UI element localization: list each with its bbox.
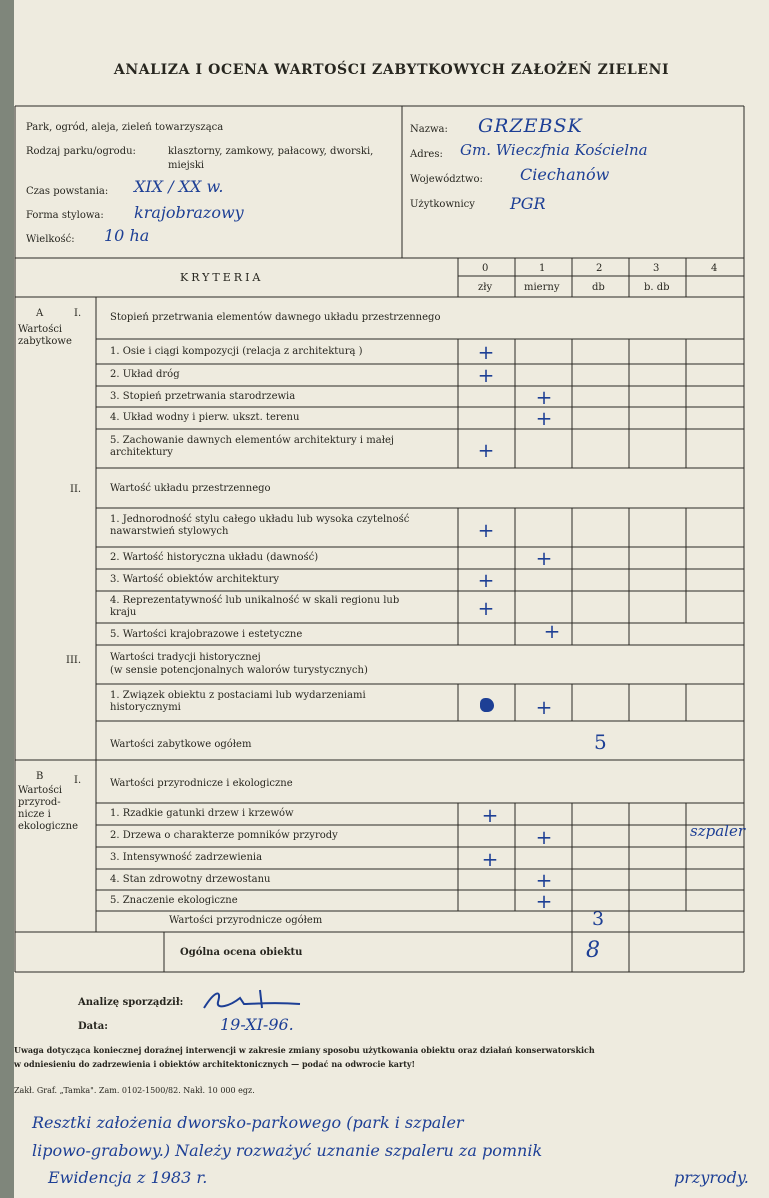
g2-row5-mark: + <box>543 619 561 643</box>
b-row3-mark: + <box>481 847 499 871</box>
section-b-name-4: ekologiczne <box>18 821 79 832</box>
section-b-name-1: Wartości <box>18 785 63 796</box>
total-nature-label: Wartości przyrodnicze ogółem <box>169 915 323 926</box>
g3-row1-label: 1. Związek obiektu z postaciami lub wydarzeniami historycznymi <box>110 690 366 713</box>
g3-row1-blot <box>480 698 494 712</box>
g1-row2-label: 2. Układ dróg <box>110 369 180 380</box>
b-row2-mark: + <box>535 825 553 849</box>
form-title: ANALIZA I OCENA WARTOŚCI ZABYTKOWYCH ZAŁOŻEŃ ZIELENI <box>113 62 670 78</box>
criteria-header: KRYTERIA <box>180 271 264 284</box>
size-label: Wielkość: <box>26 234 75 245</box>
note-line-1: Resztki założenia dworsko-parkowego (park i szpaler <box>32 1113 464 1132</box>
print-info: Zakł. Graf. „Tamka". Zam. 0102-1500/82. Nakł. 10 000 egz. <box>14 1086 255 1095</box>
section-b-num: I. <box>74 775 82 786</box>
b-note: szpaler <box>690 822 745 840</box>
group2-title: Wartość układu przestrzennego <box>110 483 271 494</box>
total-heritage-label: Wartości zabytkowe ogółem <box>110 739 252 750</box>
g2-row3-mark: + <box>477 568 495 592</box>
g2-row1-mark: + <box>477 518 495 542</box>
binder-spine <box>0 0 14 1198</box>
users-label: Użytkownicy <box>410 199 475 210</box>
b-row1-label: 1. Rzadkie gatunki drzew i krzewów <box>110 808 294 819</box>
g1-row5-label: 5. Zachowanie dawnych elementów architektury i małej architektury <box>110 435 394 458</box>
total-nature-value: 3 <box>592 908 605 930</box>
section-b-letter: B <box>36 771 44 782</box>
b-row5-mark: + <box>535 889 553 913</box>
score-2-num: 2 <box>596 263 603 274</box>
section-a-group2-num: II. <box>70 484 82 495</box>
uwaga-line-1: Uwaga dotycząca koniecznej doraźnej interwencji w zakresie zmiany sposobu użytkowania obiektu oraz działań konserwatorskich <box>14 1045 595 1055</box>
g2-row4-label: 4. Reprezentatywność lub unikalność w skali regionu lub kraju <box>110 595 400 618</box>
overall-value: 8 <box>586 938 600 963</box>
g2-row2-label: 2. Wartość historyczna układu (dawność) <box>110 552 319 563</box>
date-label: Data: <box>78 1021 108 1032</box>
name-label: Nazwa: <box>410 124 448 135</box>
section-b-name-2: przyrod- <box>18 797 61 808</box>
g1-row5-mark: + <box>477 438 495 462</box>
note-line-3: Ewidencja z 1983 r. <box>48 1168 208 1187</box>
b-row5-label: 5. Znaczenie ekologiczne <box>110 895 238 906</box>
section-b-name-3: nicze i <box>18 809 51 820</box>
b-row3-label: 3. Intensywność zadrzewienia <box>110 852 263 863</box>
section-a-name-2: zabytkowe <box>18 336 72 347</box>
g3-row1-mark: + <box>535 695 553 719</box>
group1-title: Stopień przetrwania elementów dawnego układu przestrzennego <box>110 312 441 323</box>
g1-row1-mark: + <box>477 340 495 364</box>
score-1-label: mierny <box>524 282 560 293</box>
score-0-num: 0 <box>482 263 489 274</box>
score-1-num: 1 <box>539 263 546 274</box>
group3-title-2: (w sensie potencjonalnych walorów turystycznych) <box>110 665 368 676</box>
b-row1-mark: + <box>481 803 499 827</box>
voivodeship-label: Województwo: <box>410 174 483 185</box>
voivodeship-value: Ciechanów <box>520 165 610 184</box>
g1-row3-label: 3. Stopień przetrwania starodrzewia <box>110 391 296 402</box>
note-line-2: lipowo-grabowy.) Należy rozważyć uznanie szpaleru za pomnik <box>32 1141 543 1160</box>
g2-row4-mark: + <box>477 596 495 620</box>
score-2-label: db <box>592 282 605 293</box>
park-kind-options-2: miejski <box>168 160 205 171</box>
document-page <box>14 0 769 1198</box>
park-kind-options: klasztorny, zamkowy, pałacowy, dworski, <box>168 146 374 157</box>
section-a-name-1: Wartości <box>18 324 63 335</box>
g2-row5-label: 5. Wartości krajobrazowe i estetyczne <box>110 629 303 640</box>
group3-title-1: Wartości tradycji historycznej <box>110 652 261 663</box>
g2-row1-label: 1. Jednorodność stylu całego układu lub wysoka czytelność nawarstwień stylowych <box>110 514 410 537</box>
overall-label: Ogólna ocena obiektu <box>180 947 303 958</box>
g1-row4-label: 4. Układ wodny i pierw. ukszt. terenu <box>110 412 300 423</box>
b-row4-mark: + <box>535 868 553 892</box>
section-a-letter: A <box>36 308 44 319</box>
g1-row1-label: 1. Osie i ciągi kompozycji (relacja z architekturą ) <box>110 346 363 357</box>
score-0-label: zły <box>478 282 493 293</box>
creation-time-value: XIX / XX w. <box>134 177 224 196</box>
address-label: Adres: <box>410 149 443 160</box>
creation-time-label: Czas powstania: <box>26 186 109 197</box>
size-value: 10 ha <box>104 226 150 245</box>
style-form-label: Forma stylowa: <box>26 210 104 221</box>
address-value: Gm. Wieczfnia Kościelna <box>460 141 648 159</box>
date-value: 19-XI-96. <box>220 1015 294 1034</box>
style-form-value: krajobrazowy <box>134 203 244 222</box>
object-type-label: Park, ogród, aleja, zieleń towarzysząca <box>26 122 224 133</box>
park-kind-label: Rodzaj parku/ogrodu: <box>26 146 136 157</box>
g1-row4-mark: + <box>535 406 553 430</box>
uwaga-line-2: w odniesieniu do zadrzewienia i obiektów architektonicznych — podać na odwrocie karty! <box>14 1059 416 1069</box>
score-3-label: b. db <box>644 282 670 293</box>
g2-row3-label: 3. Wartość obiektów architektury <box>110 574 280 585</box>
b-row4-label: 4. Stan zdrowotny drzewostanu <box>110 874 271 885</box>
section-b-title: Wartości przyrodnicze i ekologiczne <box>110 778 293 789</box>
g2-row2-mark: + <box>535 546 553 570</box>
g1-row3-mark: + <box>535 385 553 409</box>
score-3-num: 3 <box>653 263 660 274</box>
section-a-group3-num: III. <box>66 655 82 666</box>
score-4-num: 4 <box>711 263 718 274</box>
section-a-group1-num: I. <box>74 308 82 319</box>
name-value: GRZEBSK <box>478 115 583 137</box>
g1-row2-mark: + <box>477 363 495 387</box>
b-row2-label: 2. Drzewa o charakterze pomników przyrody <box>110 830 338 841</box>
prepared-by-label: Analizę sporządził: <box>78 997 184 1008</box>
users-value: PGR <box>510 194 546 213</box>
note-line-3b: przyrody. <box>674 1168 749 1187</box>
total-heritage-value: 5 <box>594 730 607 754</box>
